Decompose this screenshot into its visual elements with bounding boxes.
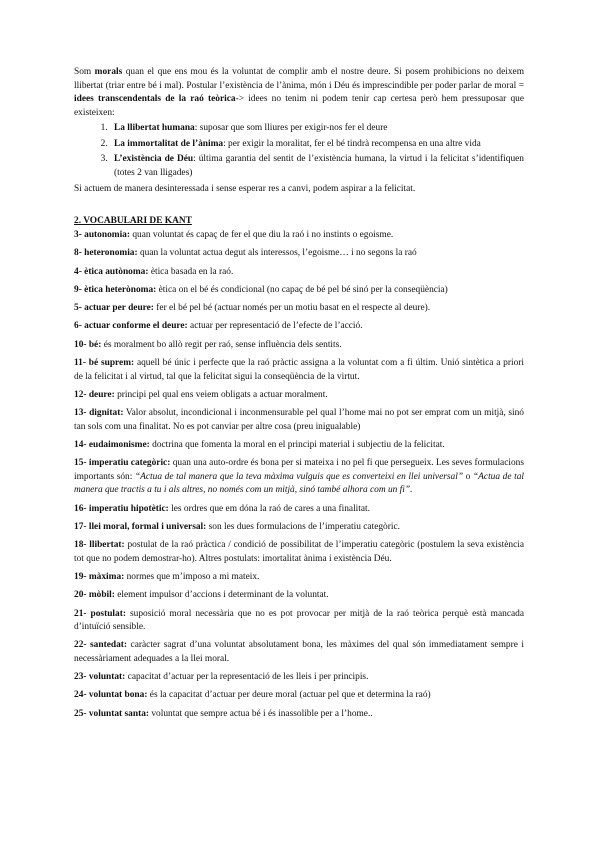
vocab-definition: normes que m’imposo a mi mateix. [124,571,260,582]
vocab-term: 6- actuar conforme el deure: [74,321,188,332]
vocab-term: 14- eudaimonisme: [74,439,150,450]
intro-text-2: quan el que ens mou és la voluntat de complir amb el nostre deure. Si posem prohibicions no deixem llibertat (triar entre bé i mal). Postular l’existència de l’ànima, món i Déu és imprescindible per poder parlar de moral = [74,67,524,91]
vocab-definition: postulat de la raó pràctica / condició de possibilitat de l’imperatiu categòric (postulem la seva existència tot que no podem demostrar-ho). Altres postulats: imortalitat ànima i existència Déu. [74,540,524,564]
vocab-entry [74,247,524,261]
vocab-definition: voluntat que sempre actua bé i és inassolible per a l’home.. [149,708,373,719]
vocab-definition: és moralment bo allò regit per raó, sense influència dels sentits. [101,339,342,350]
vocab-definition: quan una auto-ordre és bona per si mateixa i no pel fi que persegueix. Les seves formulacions importants són: [74,458,525,482]
vocab-entry [74,439,524,453]
intro-paragraph [74,66,524,120]
vocab-entry [74,339,524,353]
vocab-entry [74,571,524,585]
vocabulary-list [74,229,524,721]
vocab-entry [74,357,524,384]
postulate-text: : última garantia del sentit de l’existència humana, la virtud i la felicitat s’identifiquen (totes 2 van lligades) [114,154,524,178]
postulates-list [74,122,524,180]
vocab-term: 21- postulat: [74,608,126,619]
vocab-term: 22- santedat: [74,640,128,651]
vocab-entry [74,407,524,434]
vocab-entry [74,608,524,635]
vocab-entry [74,639,524,666]
vocab-term: 24- voluntat bona: [74,690,148,701]
document-page [74,66,524,726]
vocab-entry [74,389,524,403]
vocab-entry [74,521,524,535]
postulate-item [110,138,524,152]
vocab-definition: fer el bé pel bé (actuar només per un motiu basat en el respecte al deure). [153,303,431,314]
vocab-entry [74,708,524,722]
vocab-term: 23- voluntat: [74,672,126,683]
vocab-definition: quan la voluntat actua degut als interessos, l’egoisme… i no segons la raó [137,248,417,259]
vocab-definition: capacitat d’actuar per la representació de les lleis i per principis. [125,672,369,683]
postulate-term: La llibertat humana [114,123,195,133]
intro-text-3: -> idees no tenim ni podem tenir cap certesa però hem pressuposar que existeixen: [74,94,524,118]
vocab-definition: és la capacitat d’actuar per deure moral (actuar pel que et determina la raó) [147,690,431,701]
vocab-term: 25- voluntat santa: [74,708,150,719]
vocab-term: 18- llibertat: [74,540,125,551]
intro-text-1: Som [74,67,95,77]
postulate-term: La immortalitat de l’ànima [114,138,224,149]
postulate-term: L’existència de Déu [114,154,194,164]
vocab-definition: quan voluntat és capaç de fer el que diu la raó i no instints o egoisme. [130,230,394,240]
vocab-term: 15- imperatiu categòric: [74,458,171,469]
vocab-entry [74,689,524,703]
formulation-quote-2: “Actua de tal manera que tractis a tu i als altres, no només com un mitjà, sinó també alhora com un fi”. [74,471,525,496]
vocab-term: 3- autonomia: [74,230,130,240]
vocab-term: 11- bé suprem: [74,358,135,369]
postulate-text: : suposar que som lliures per exigir-nos fer el deure [194,123,388,133]
vocab-definition: Valor absolut, incondicional i inconmensurable pel qual l’home mai no pot ser emprat com un mitjà, sinó tan sols com una finalitat. No es pot canviar per altre cosa (preu inigualable) [74,408,524,432]
postulate-item [110,122,524,136]
section-heading: 2. VOCABULARI DE KANT [74,215,192,226]
vocab-term: 20- mòbil: [74,590,115,601]
intro-bold-morals: morals [94,67,123,77]
vocab-term: 8- heteronomia: [74,248,138,259]
vocab-entry [74,671,524,685]
postulate-item [110,153,524,180]
vocab-term: 5- actuar per deure: [74,303,154,314]
vocab-definition: principi pel qual ens veiem obligats a actuar moralment. [114,389,328,400]
vocab-entry [74,284,524,298]
vocab-term: 19- màxima: [74,571,125,582]
vocab-entry [74,589,524,603]
vocab-term: 16- imperatiu hipotètic: [74,503,169,514]
vocab-entry [74,320,524,334]
vocab-entry [74,539,524,566]
postulate-text: : per exigir la moralitat, fer el bé tindrà recompensa en una altre vida [223,138,481,149]
vocab-term: 4- ètica autònoma: [74,266,149,277]
vocab-term: 10- bé: [74,339,102,350]
vocab-definition: suposició moral necessària que no es pot provocar per mitjà de la raó teòrica perquè està mancada d’intuïció sensible. [74,608,524,633]
vocab-definition: ètica basada en la raó. [148,266,234,277]
after-list-paragraph: Si actuem de manera desinteressada i sense esperar res a canvi, podem aspirar a la felicitat. [74,184,416,194]
vocab-definition: caràcter sagrat d’una voluntat absolutament bona, les màximes del qual són immediatament sempre i necessàriament adequades a la llei moral. [74,640,524,664]
intro-bold-ideas: idees transcendentals de la raó teòrica [74,94,236,104]
vocab-entry [74,302,524,316]
vocab-definition: element impulsor d’accions i determinant de la voluntat. [114,590,329,601]
vocab-term: 9- ètica heterònoma: [74,284,157,295]
vocab-definition: les ordres que em dóna la raó de cares a una finalitat. [168,503,370,514]
vocab-entry [74,457,524,498]
vocab-term: 12- deure: [74,389,115,400]
formulation-connector: o [463,471,473,482]
vocab-entry [74,229,524,243]
vocab-entry [74,266,524,280]
vocab-definition: son les dues formulacions de l’imperatiu categòric. [206,521,400,532]
vocab-term: 13- dignitat: [74,408,124,419]
vocab-definition: doctrina que fomenta la moral en el principi material i subjectiu de la felicitat. [149,439,445,450]
vocab-definition: ètica on el bé és condicional (no capaç de bé pel bé sinó per la conseqüència) [156,284,448,295]
vocab-entry [74,503,524,517]
vocab-definition: aquell bé únic i perfecte que la raó pràctic assigna a la voluntat com a fi últim. Unió sintètica a priori de la felicitat i al virtud, tal que la felicitat sigui la conseqüència de la virtut. [74,358,524,382]
vocab-definition: actuar per representació de l’efecte de l’acció. [187,321,363,332]
formulation-quote-1: “Actua de tal manera que la teva màxima vulguis que es converteixi en llei universal” [134,471,464,482]
vocab-term: 17- llei moral, formal i universal: [74,521,207,532]
